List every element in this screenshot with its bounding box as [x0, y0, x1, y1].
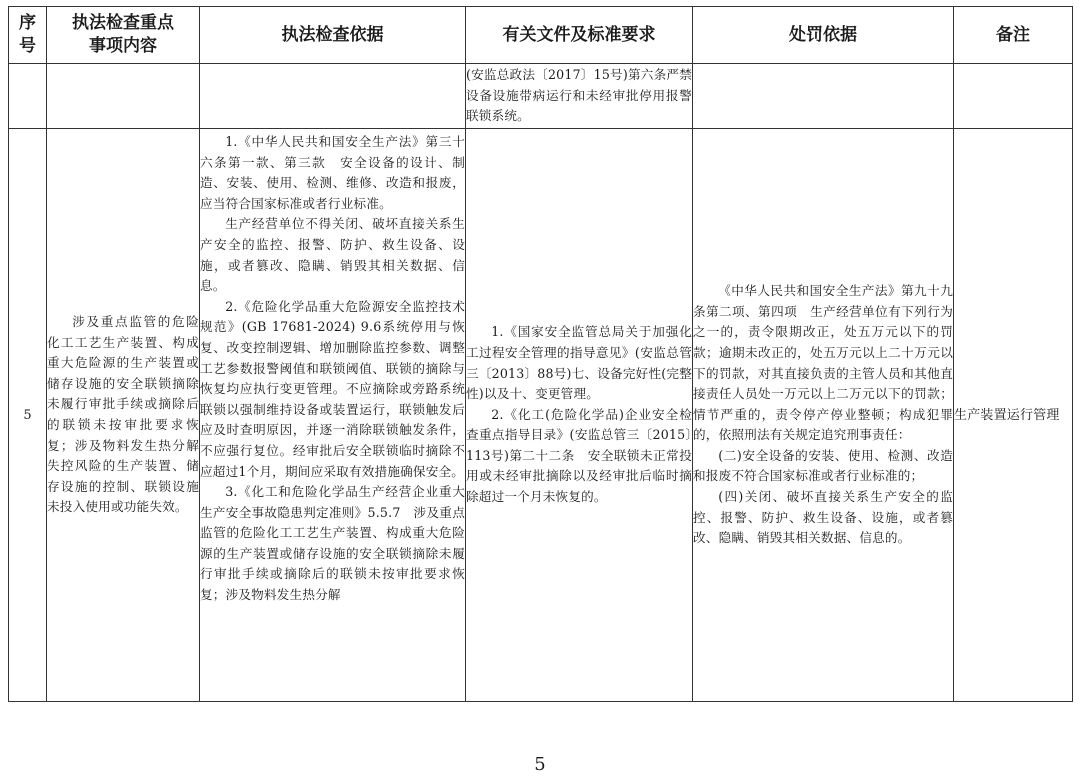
header-penalty: 处罚依据 [693, 7, 954, 64]
basis-para: 3.《化工和危险化学品生产经营企业重大生产安全事故隐患判定准则》5.5.7 涉及重点监管的危险化工工艺生产装置、构成重大危险源的生产装置或储存设施的安全联锁摘除未履行审批手续或摘除后的联锁未按审批要求恢复；涉及物料发生热分解 [200, 484, 465, 603]
header-item: 执法检查重点事项内容 [47, 7, 200, 64]
row-remark: 生产装置运行管理 [954, 129, 1073, 702]
row-penalty [693, 129, 954, 702]
header-remark: 备注 [954, 7, 1073, 64]
docs-para: 1.《国家安全监管总局关于加强化工过程安全管理的指导意见》(安监总管三〔2013〕88号)七、设备完好性(完整性)以及十、变更管理。 [466, 324, 692, 402]
continuation-docs: (安监总政法〔2017〕15号)第六条严禁设备设施带病运行和未经审批停用报警联锁系统。 [466, 64, 693, 129]
header-docs: 有关文件及标准要求 [466, 7, 693, 64]
enforcement-table [8, 6, 1073, 702]
row-basis [200, 129, 466, 702]
row-docs [466, 129, 693, 702]
basis-para: 生产经营单位不得关闭、破坏直接关系生产安全的监控、报警、防护、救生设备、设施，或者篡改、隐瞒、销毁其相关数据、信息。 [200, 216, 465, 294]
penalty-para: (二)安全设备的安装、使用、检测、改造和报废不符合国家标准或者行业标准的； [693, 447, 953, 484]
row-item-content: 涉及重点监管的危险化工工艺生产装置、构成重大危险源的生产装置或储存设施的安全联锁摘除未履行审批手续或摘除后的联锁未按审批要求恢复；涉及物料发生热分解失控风险的生产装置、储存设施的控制、联锁设施未投入使用或功能失效。 [47, 129, 200, 702]
continuation-row [9, 64, 1073, 129]
basis-para: 1.《中华人民共和国安全生产法》第三十六条第一款、第三款 安全设备的设计、制造、安装、使用、检测、维修、改造和报废，应当符合国家标准或者行业标准。 [200, 134, 465, 211]
header-row [9, 7, 1073, 64]
basis-para: 2.《危险化学品重大危险源安全监控技术规范》(GB 17681-2024) 9.6系统停用与恢复、改变控制逻辑、增加删除监控参数、调整工艺参数报警阈值和联锁阈值、联锁的摘除与恢复均应执行变更管理。不应摘除或旁路系统联锁以强制维持设备或装置运行，联锁触发后应及时查明原因，并逐一消除联锁触发条件，不应强行复位。经审批后安全联锁临时摘除不应超过1个月，期间应采取有效措施确保安全。 [200, 298, 465, 479]
penalty-para: (四)关闭、破坏直接关系生产安全的监控、报警、防护、救生设备、设施，或者篡改、隐瞒、销毁其相关数据、信息的。 [693, 489, 953, 546]
row-seq: 5 [9, 129, 47, 702]
header-basis: 执法检查依据 [200, 7, 466, 64]
header-seq: 序号 [9, 7, 47, 64]
docs-para: 2.《化工(危险化学品)企业安全检查重点指导目录》(安监总管三〔2015〕113号)第二十二条 安全联锁未正常投用或未经审批摘除以及经审批后临时摘除超过一个月未恢复的。 [466, 406, 692, 505]
penalty-para: 《中华人民共和国安全生产法》第九十九条第二项、第四项 生产经营单位有下列行为之一的，责令限期改正，处五万元以下的罚款；逾期未改正的，处五万元以上二十万元以下的罚款，对其直接负责的主管人员和其他直接责任人员处一万元以上二万元以下的罚款；情节严重的，责令停产停业整顿；构成犯罪的，依照刑法有关规定追究刑事责任： [693, 283, 953, 443]
table-row-5 [9, 129, 1073, 702]
page-number: 5 [534, 754, 546, 775]
